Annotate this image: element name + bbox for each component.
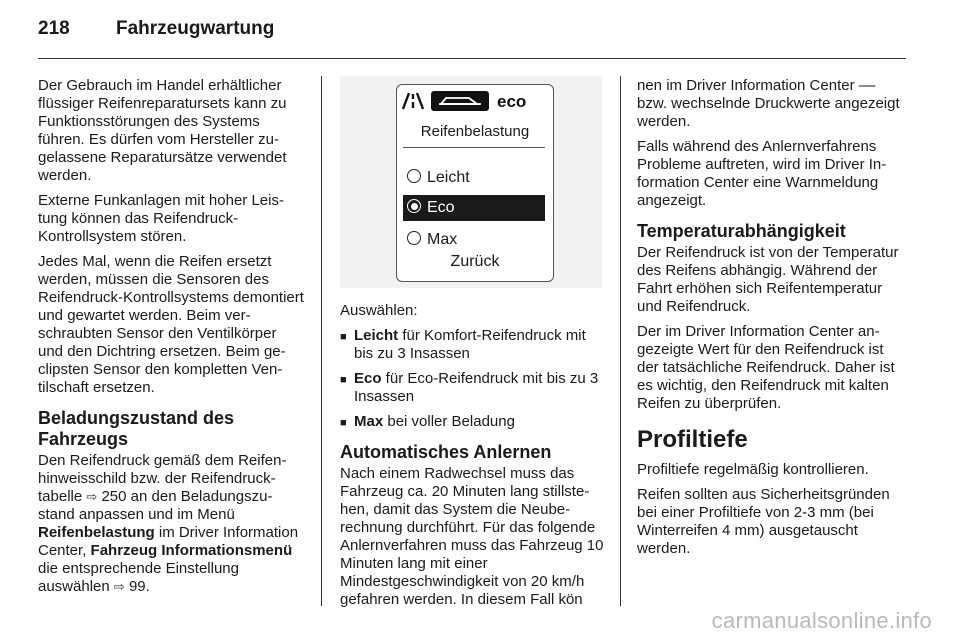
bullet-icon: ■ — [340, 417, 347, 429]
paragraph: Nach einem Radwechsel muss das Fahrzeug ca. 20 Minuten lang stillstehen, damit das System die Neuberechnung durchführt. Für das folgende Anlernverfahren muss das Fahrzeug 10 Minuten lang mit einer Mindestgeschwindigkeit von 20 km/h gefahren werden. In diesem Fall kön — [340, 465, 604, 608]
paragraph: Externe Funkanlagen mit hoher Leistung können das Reifendruck-Kontrollsystem stören. — [38, 192, 284, 245]
page-ref-arrow-icon: ⇨ — [86, 489, 98, 504]
bullet-icon: ■ — [340, 374, 347, 386]
column-2 — [340, 302, 604, 616]
column-divider — [620, 76, 621, 606]
section-heading-load: Beladungszustand des Fahrzeugs — [38, 408, 235, 449]
list-item: ■ Eco für Eco-Reifendruck mit bis zu 3 Insassen — [340, 370, 599, 405]
page-header — [38, 18, 274, 40]
radio-selected-icon — [407, 199, 421, 213]
page-ref[interactable]: 250 — [101, 488, 127, 505]
paragraph-load: Den Reifendruck gemäß dem Reifenhinweisschild bzw. der Reifendrucktabelle ⇨ 250 an den Beladungszustand anpassen und im Menü Reifenbelastung im Driver Information Center, Fahrzeug Informationsmenü die entsprechende Einstellung auswählen ⇨ 99. — [38, 452, 299, 595]
menu-name: Fahrzeug Informationsmenü — [90, 542, 293, 559]
select-intro: Auswählen: — [340, 302, 418, 319]
watermark: carmanualsonline.info — [711, 608, 932, 633]
page-ref[interactable]: 99. — [128, 578, 150, 595]
column-3 — [637, 77, 905, 565]
paragraph: Der Gebrauch im Handel erhältlicher flüssiger Reifenreparatursets kann zu Funktionsstörungen des Systems führen. Es dürfen vom Hersteller zugelassene Reparatursätze verwendet werden. — [38, 77, 287, 184]
page-title: Fahrzeugwartung — [116, 18, 275, 39]
paragraph: Der im Driver Information Center angezeigte Wert für den Reifendruck ist der tatsächliche Reifendruck. Daher ist es wichtig, den Reifendruck mit kalten Reifen zu überprüfen. — [637, 323, 895, 412]
dic-back[interactable]: Zurück — [450, 253, 500, 270]
dic-separator — [403, 147, 545, 148]
dic-option-max[interactable]: Max — [403, 227, 545, 253]
paragraph: Der Reifendruck ist von der Temperatur des Reifens abhängig. Während der Fahrt erhöhen sich Reifentemperatur und Reifendruck. — [637, 244, 899, 315]
road-icon — [403, 93, 423, 109]
dic-topbar — [401, 90, 547, 112]
dic-title: Reifenbelastung — [420, 123, 530, 140]
section-heading-temp: Temperaturabhängigkeit — [637, 221, 846, 241]
display-figure — [340, 76, 602, 288]
paragraph: Profiltiefe regelmäßig kontrollieren. — [637, 461, 869, 478]
dic-screen — [396, 84, 554, 282]
radio-icon — [407, 231, 421, 245]
dic-option-leicht[interactable]: Leicht — [403, 165, 545, 191]
list-item: ■ Max bei voller Beladung — [340, 413, 515, 430]
section-heading-tread: Profiltiefe — [637, 426, 748, 453]
paragraph: Jedes Mal, wenn die Reifen ersetzt werden, müssen die Sensoren des Reifendruck-Kontrollsystems demontiert und gewartet werden. Beim verschraubten Sensor den Ventilkörper und den Dichtring ersetzen. Beim geclipsten Sensor den kompletten Ventilschaft ersetzen. — [38, 253, 304, 396]
dic-option-eco[interactable]: Eco — [403, 195, 545, 221]
column-1 — [38, 77, 304, 603]
header-rule — [38, 58, 906, 59]
paragraph: Falls während des Anlernverfahrens Probleme auftreten, wird im Driver Information Center eine Warnmeldung angezeigt. — [637, 138, 887, 209]
bullet-icon: ■ — [340, 331, 347, 343]
column-divider — [321, 76, 322, 606]
paragraph: nen im Driver Information Center –– bzw. wechselnde Druckwerte angezeigt werden. — [637, 77, 900, 130]
car-icon — [431, 91, 489, 111]
page-ref-arrow-icon: ⇨ — [113, 579, 125, 594]
page-number: 218 — [38, 18, 70, 39]
paragraph: Reifen sollten aus Sicherheitsgründen bei einer Profiltiefe von 2-3 mm (bei Winterreifen 4 mm) ausgetauscht werden. — [637, 486, 890, 557]
radio-icon — [407, 169, 421, 183]
list-item: ■ Leicht für Komfort-Reifendruck mit bis zu 3 Insassen — [340, 327, 586, 362]
section-heading-auto: Automatisches Anlernen — [340, 442, 552, 462]
eco-label: eco — [497, 92, 527, 111]
menu-name: Reifenbelastung — [38, 524, 155, 541]
